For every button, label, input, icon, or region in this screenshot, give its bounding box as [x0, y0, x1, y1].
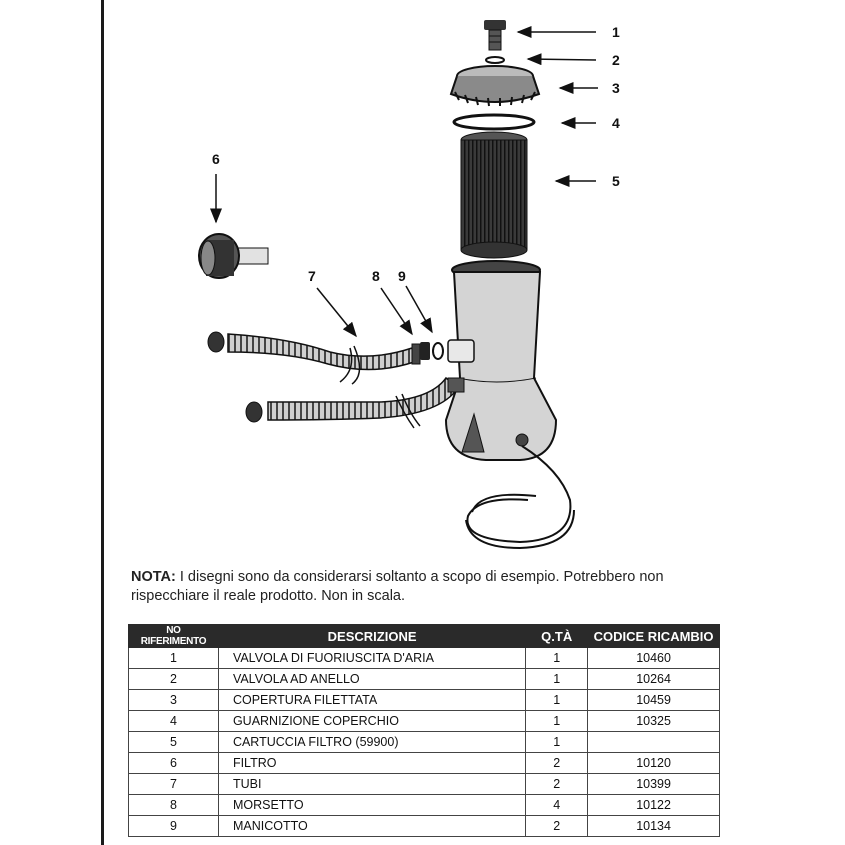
cell-ref: 3 — [129, 690, 219, 711]
clamp-part — [420, 342, 430, 360]
cell-code: 10325 — [588, 711, 720, 732]
cell-description: MORSETTO — [218, 795, 525, 816]
filter-pump-illustration — [104, 0, 845, 560]
table-row — [129, 690, 720, 711]
callout-arrow-9 — [406, 286, 432, 332]
callout-label-8: 8 — [372, 268, 380, 284]
hose-lower-part — [246, 378, 464, 428]
cell-code: 10460 — [588, 648, 720, 669]
cell-qty: 1 — [526, 669, 588, 690]
note-text: I disegni sono da considerarsi soltanto a scopo di esempio. Potrebbero non rispecchiare il reale prodotto. Non in scala. — [131, 569, 664, 604]
hose-upper-part — [208, 332, 420, 384]
cell-ref: 9 — [129, 816, 219, 837]
column-header-qty: Q.TÀ — [526, 625, 588, 648]
sleeve-ring-part — [433, 343, 443, 359]
table-row — [129, 669, 720, 690]
table-row — [129, 648, 720, 669]
parts-table — [128, 624, 720, 837]
cell-code — [588, 732, 720, 753]
cell-ref: 8 — [129, 795, 219, 816]
column-header-ref: NO RIFERIMENTO — [129, 625, 219, 648]
cell-description: GUARNIZIONE COPERCHIO — [218, 711, 525, 732]
note-label: NOTA: — [131, 569, 176, 585]
cell-qty: 1 — [526, 648, 588, 669]
callout-arrow-2 — [528, 59, 596, 60]
cell-ref: 4 — [129, 711, 219, 732]
callout-label-9: 9 — [398, 268, 406, 284]
column-header-code: CODICE RICAMBIO — [588, 625, 720, 648]
table-row — [129, 753, 720, 774]
cell-code: 10134 — [588, 816, 720, 837]
cell-description: FILTRO — [218, 753, 525, 774]
o-ring-part — [486, 57, 504, 63]
cell-qty: 1 — [526, 732, 588, 753]
cell-qty: 2 — [526, 753, 588, 774]
cell-code: 10399 — [588, 774, 720, 795]
cell-qty: 2 — [526, 816, 588, 837]
cell-description: CARTUCCIA FILTRO (59900) — [218, 732, 525, 753]
air-release-valve-part — [484, 20, 506, 50]
cell-description: VALVOLA DI FUORIUSCITA D'ARIA — [218, 648, 525, 669]
cell-code: 10122 — [588, 795, 720, 816]
cell-code: 10459 — [588, 690, 720, 711]
power-cord — [466, 446, 574, 548]
callout-label-2: 2 — [612, 52, 620, 68]
cell-ref: 7 — [129, 774, 219, 795]
table-row — [129, 732, 720, 753]
cell-qty: 4 — [526, 795, 588, 816]
table-row — [129, 711, 720, 732]
cell-ref: 2 — [129, 669, 219, 690]
cell-description: MANICOTTO — [218, 816, 525, 837]
cell-code: 10120 — [588, 753, 720, 774]
callout-arrow-8 — [381, 288, 412, 334]
table-row — [129, 774, 720, 795]
exploded-parts-diagram — [104, 0, 845, 560]
column-header-description: DESCRIZIONE — [218, 625, 525, 648]
lid-gasket-part — [454, 115, 534, 129]
callout-arrows — [216, 32, 598, 336]
callout-label-1: 1 — [612, 24, 620, 40]
cell-ref: 5 — [129, 732, 219, 753]
callout-label-4: 4 — [612, 115, 620, 131]
cell-ref: 6 — [129, 753, 219, 774]
callout-label-6: 6 — [212, 151, 220, 167]
table-row — [129, 816, 720, 837]
cell-description: VALVOLA AD ANELLO — [218, 669, 525, 690]
callout-label-5: 5 — [612, 173, 620, 189]
disclaimer-note — [131, 568, 731, 606]
threaded-cover-part — [451, 66, 539, 106]
cell-description: TUBI — [218, 774, 525, 795]
cell-qty: 2 — [526, 774, 588, 795]
table-row — [129, 795, 720, 816]
cell-description: COPERTURA FILETTATA — [218, 690, 525, 711]
callout-arrow-7 — [317, 288, 356, 336]
cell-qty: 1 — [526, 690, 588, 711]
connector-part — [448, 340, 474, 362]
cell-ref: 1 — [129, 648, 219, 669]
cell-code: 10264 — [588, 669, 720, 690]
callout-label-7: 7 — [308, 268, 316, 284]
table-header-row — [129, 625, 720, 648]
strainer-part — [199, 234, 268, 278]
filter-cartridge-part — [461, 132, 527, 258]
cell-qty: 1 — [526, 711, 588, 732]
callout-label-3: 3 — [612, 80, 620, 96]
